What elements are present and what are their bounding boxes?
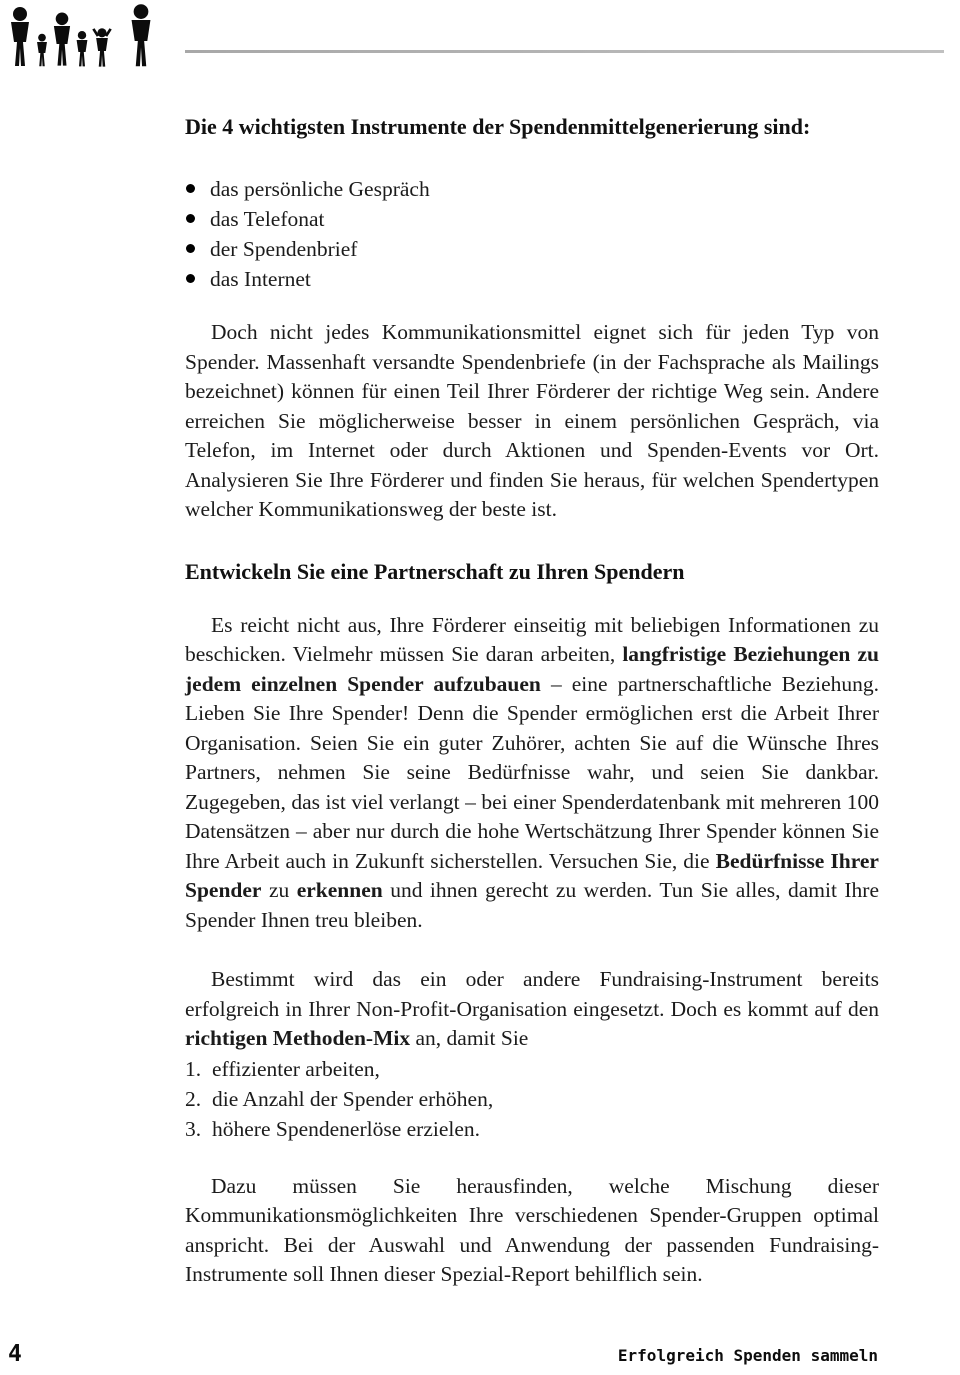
paragraph-closing: Dazu müssen Sie herausfinden, welche Mischung dieser Kommunikationsmöglichkeiten Ihre verschiedenen Spender-Gruppen optimal anspricht. Bei der Auswahl und Anwendung der passenden Fundraising-Instrumente soll Ihnen dieser Spezial-Report behilflich sein. — [185, 1173, 879, 1286]
bullet-dot-icon — [186, 184, 195, 193]
people-silhouettes-icon — [6, 4, 161, 70]
bullet-item-label: das Telefonat — [210, 207, 325, 231]
page-number: 4 — [8, 1341, 22, 1367]
bullet-item — [210, 264, 879, 294]
bullet-item — [210, 204, 879, 234]
numbered-item — [185, 1084, 879, 1114]
bullet-item-label: der Spendenbrief — [210, 237, 358, 261]
section-heading-partnership: Entwickeln Sie eine Partnerschaft zu Ihren Spendern — [185, 558, 685, 584]
numbered-item-label: höhere Spendenerlöse erzielen. — [212, 1116, 481, 1141]
paragraph-method-mix: Bestimmt wird das ein oder andere Fundraising-Instrument bereits erfolgreich in Ihrer Non-Profit-Organisation eingesetzt. Doch es kommt auf den richtigen Methoden-Mix an, damit Sie — [185, 967, 879, 1050]
numbered-item-marker: 1. — [185, 1056, 202, 1081]
paragraph-communication: Doch nicht jedes Kommunikationsmittel eignet sich für jeden Typ von Spender. Massenhaft versandte Spendenbriefe (in der Fachsprache als Mailings bezeichnet) können für einen Teil Ihrer Förderer der richtige Weg sein. Andere erreichen Sie möglicherweise besser in einem persönlichen Gespräch, via Telefon, im Internet oder durch Aktionen und Spenden-Events vor Ort. Analysieren Sie Ihre Förderer und finden Sie heraus, für welchen Spendertypen welcher Kommunikationsweg der beste ist. — [185, 320, 879, 521]
numbered-list — [185, 1054, 879, 1144]
page-content — [185, 112, 879, 1290]
numbered-item — [185, 1054, 879, 1084]
logo — [6, 4, 161, 75]
page-footer — [8, 1341, 878, 1367]
numbered-item-marker: 2. — [185, 1086, 202, 1111]
bullet-list — [185, 174, 879, 294]
numbered-item-label: effizienter arbeiten, — [212, 1056, 380, 1081]
footer-book-title: Erfolgreich Spenden sammeln — [617, 1346, 878, 1365]
bullet-item — [210, 234, 879, 264]
bullet-item — [210, 174, 879, 204]
numbered-item — [185, 1114, 879, 1144]
numbered-item-marker: 3. — [185, 1116, 202, 1141]
paragraph-partnership: Es reicht nicht aus, Ihre Förderer einseitig mit beliebigen Informationen zu beschicken. Vielmehr müssen Sie daran arbeiten, langfristige Beziehungen zu jedem einzelnen Spender aufzubauen – eine partnerschaftliche Beziehung. Lieben Sie Ihre Spender! Denn die Spender ermöglichen erst die Arbeit Ihrer Organisation. Seien Sie ein guter Zuhörer, achten Sie auf die Wünsche Ihres Partners, nehmen Sie seine Bedürfnisse wahr, und seien Sie dankbar. Zugegeben, das ist viel verlangt – bei einer Spenderdatenbank mit mehreren 100 Datensätzen – aber nur durch die hohe Wertschätzung Ihrer Spender können Sie Ihre Arbeit auch in Zukunft sicherstellen. Versuchen Sie, die Bedürfnisse Ihrer Spender zu erkennen und ihnen gerecht zu werden. Tun Sie alles, damit Ihre Spender Ihnen treu bleiben. — [185, 612, 880, 932]
bullet-dot-icon — [186, 214, 195, 223]
bullet-item-label: das Internet — [210, 267, 311, 291]
section-heading-instruments: Die 4 wichtigsten Instrumente der Spendenmittelgenerierung sind: — [185, 114, 811, 139]
header-rule — [185, 50, 944, 53]
bullet-dot-icon — [186, 244, 195, 253]
bullet-item-label: das persönliche Gespräch — [210, 177, 430, 201]
numbered-item-label: die Anzahl der Spender erhöhen, — [212, 1086, 494, 1111]
bullet-dot-icon — [186, 274, 195, 283]
